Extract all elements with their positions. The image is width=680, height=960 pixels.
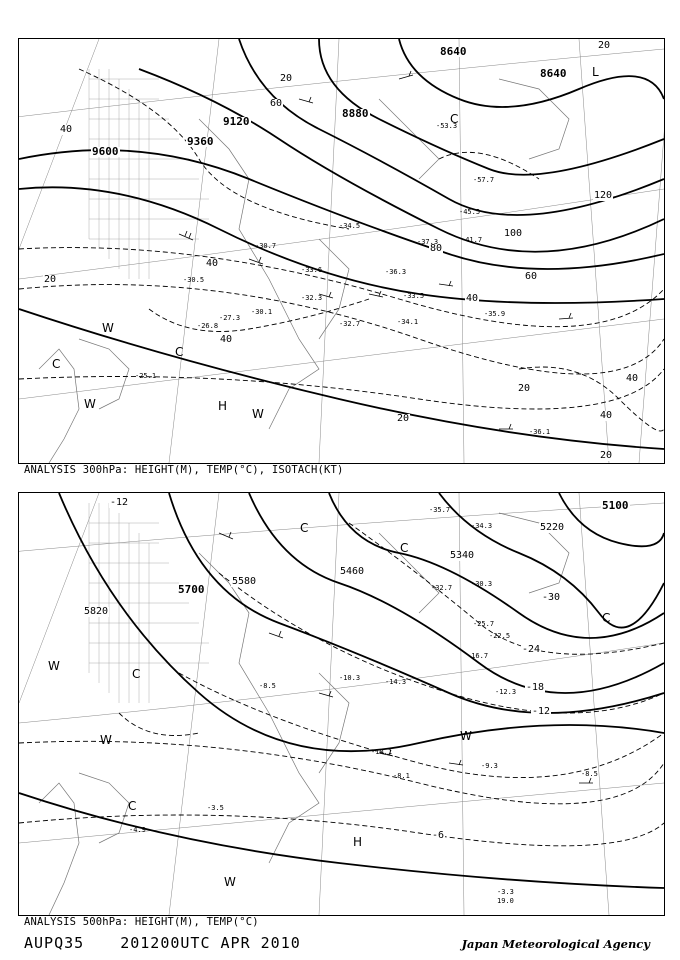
lower-obs-value: -10.1	[371, 748, 393, 756]
upper-cold-symbol-extra: C	[52, 357, 61, 371]
upper-isotach-label: 20	[518, 383, 531, 394]
upper-low-symbol: L	[592, 65, 599, 79]
upper-temp-value: -36.3	[385, 268, 407, 276]
upper-temp-value: -34.5	[339, 222, 361, 230]
lower-obs-value: 19.0	[497, 897, 514, 905]
lower-height-label: 5100	[602, 499, 629, 512]
lower-high-symbol: H	[353, 835, 363, 849]
lower-temp-label: -12	[110, 497, 129, 508]
lower-cold-symbol: C	[132, 667, 141, 681]
upper-hatch	[89, 69, 209, 279]
lower-obs-value: -12.3	[495, 688, 517, 696]
lower-temp-label: -24	[522, 644, 541, 655]
upper-isotach-label: 40	[600, 410, 613, 421]
lower-warm-symbol: W	[460, 729, 472, 743]
upper-temp-value: -36.1	[529, 428, 551, 436]
upper-isotach-label: 20	[280, 73, 293, 84]
lower-temp-label: -18	[526, 682, 545, 693]
lower-obs-value: -16.7	[467, 652, 489, 660]
lower-obs-value: -9.3	[481, 762, 498, 770]
upper-height-label: 8640	[440, 45, 467, 58]
upper-chart-300hpa	[18, 38, 665, 464]
lower-height-label: 5580	[232, 576, 257, 587]
lower-hatch	[89, 503, 209, 703]
lower-height-label: 5460	[340, 566, 365, 577]
upper-height-label: 8880	[342, 107, 369, 120]
upper-isotach-label: 40	[626, 373, 639, 384]
upper-isotach-label: 20	[44, 274, 57, 285]
lower-height-contours	[19, 493, 664, 888]
upper-height-label: 9600	[92, 145, 119, 158]
upper-warm-symbol: W	[84, 397, 96, 411]
upper-temp-value: -30.1	[251, 308, 273, 316]
lower-obs-value: -30.3	[471, 580, 493, 588]
lower-chart-500hpa	[18, 492, 665, 916]
lower-temp-label: -30	[542, 592, 561, 603]
lower-chart-map-lines	[19, 493, 664, 915]
lower-warm-symbol: W	[224, 875, 236, 889]
upper-isotach-label: 60	[525, 271, 538, 282]
lower-obs-value: -22.5	[489, 632, 511, 640]
upper-warm-symbol: W	[252, 407, 264, 421]
lower-coastlines	[39, 513, 569, 915]
lower-obs-value: -25.7	[473, 620, 495, 628]
upper-temp-value: -33.6	[301, 266, 323, 274]
lower-cold-symbol: C	[128, 799, 137, 813]
upper-temp-value: -57.7	[473, 176, 495, 184]
lower-graticule	[19, 493, 664, 915]
chart-id-line	[24, 934, 327, 952]
upper-isotach-label: 20	[598, 40, 611, 51]
upper-height-label: 8640	[540, 67, 567, 80]
lower-obs-value: -8.1	[393, 772, 410, 780]
upper-isotach-label: 40	[220, 334, 233, 345]
upper-temp-value: -37.3	[417, 238, 439, 246]
lower-cold-symbol: C	[300, 521, 309, 535]
lower-obs-value: -14.3	[385, 678, 407, 686]
lower-obs-value: -34.3	[471, 522, 493, 530]
lower-cold-symbol: C	[400, 541, 409, 555]
upper-isotach-label: 40	[60, 124, 73, 135]
agency-name: Japan Meteorological Agency	[461, 937, 650, 951]
lower-obs-value: -32.7	[431, 584, 453, 592]
lower-obs-value: -4.9	[129, 826, 146, 834]
lower-cold-symbol: C	[602, 611, 611, 625]
upper-isotach-label: 80	[430, 243, 443, 254]
lower-height-label: 5700	[178, 583, 205, 596]
upper-isotach-label: 100	[504, 228, 523, 239]
lower-warm-symbol: W	[48, 659, 60, 673]
lower-temp-label: -6	[432, 830, 445, 841]
upper-temp-value: -53.3	[436, 122, 458, 130]
upper-height-label: 9360	[187, 135, 214, 148]
upper-height-label: 9120	[223, 115, 250, 128]
upper-temp-value: -30.5	[183, 276, 205, 284]
lower-obs-value: -3.3	[497, 888, 514, 896]
lower-obs-value: -3.5	[207, 804, 224, 812]
upper-temp-value: -32.3	[301, 294, 323, 302]
lower-obs-value: -10.3	[339, 674, 361, 682]
chart-code: AUPQ35	[24, 934, 85, 952]
lower-chart-caption: ANALYSIS 500hPa: HEIGHT(M), TEMP(°C)	[24, 916, 259, 928]
lower-temp-label: -12	[532, 706, 551, 717]
upper-temp-value: -35.9	[484, 310, 506, 318]
upper-cold-symbol: C	[450, 112, 459, 126]
lower-height-label: 5220	[540, 522, 565, 533]
upper-temp-value: -25.1	[135, 372, 157, 380]
upper-isotach-label: 60	[270, 98, 283, 109]
upper-temp-value: -27.3	[219, 314, 241, 322]
upper-isotach-label: 20	[397, 413, 410, 424]
upper-cold-symbol: C	[175, 345, 184, 359]
upper-temp-value: -45.5	[459, 208, 481, 216]
upper-warm-symbol: W	[102, 321, 114, 335]
lower-height-label: 5820	[84, 606, 109, 617]
upper-temp-value: -32.7	[339, 320, 361, 328]
lower-obs-value: -35.7	[429, 506, 451, 514]
upper-chart-map-lines	[19, 39, 664, 463]
upper-isotach-label: 40	[466, 293, 479, 304]
lower-warm-symbol: W	[100, 733, 112, 747]
upper-high-symbol: H	[218, 399, 228, 413]
upper-height-contours	[19, 39, 664, 449]
upper-chart-caption: ANALYSIS 300hPa: HEIGHT(M), TEMP(°C), ISOTACH(KT)	[24, 464, 344, 476]
upper-isotach-label: 40	[206, 258, 219, 269]
upper-temp-value: -33.5	[403, 292, 425, 300]
valid-time: 201200UTC APR 2010	[120, 934, 301, 952]
lower-obs-value: -8.5	[259, 682, 276, 690]
upper-temp-value: -34.1	[397, 318, 419, 326]
lower-obs-value: -8.5	[581, 770, 598, 778]
upper-isotach-label: 20	[600, 450, 613, 461]
upper-isotach-label: 120	[594, 190, 613, 201]
lower-height-label: 5340	[450, 550, 475, 561]
upper-temp-value: -30.7	[255, 242, 277, 250]
upper-temp-value: -26.8	[197, 322, 219, 330]
upper-temp-value: -41.7	[461, 236, 483, 244]
